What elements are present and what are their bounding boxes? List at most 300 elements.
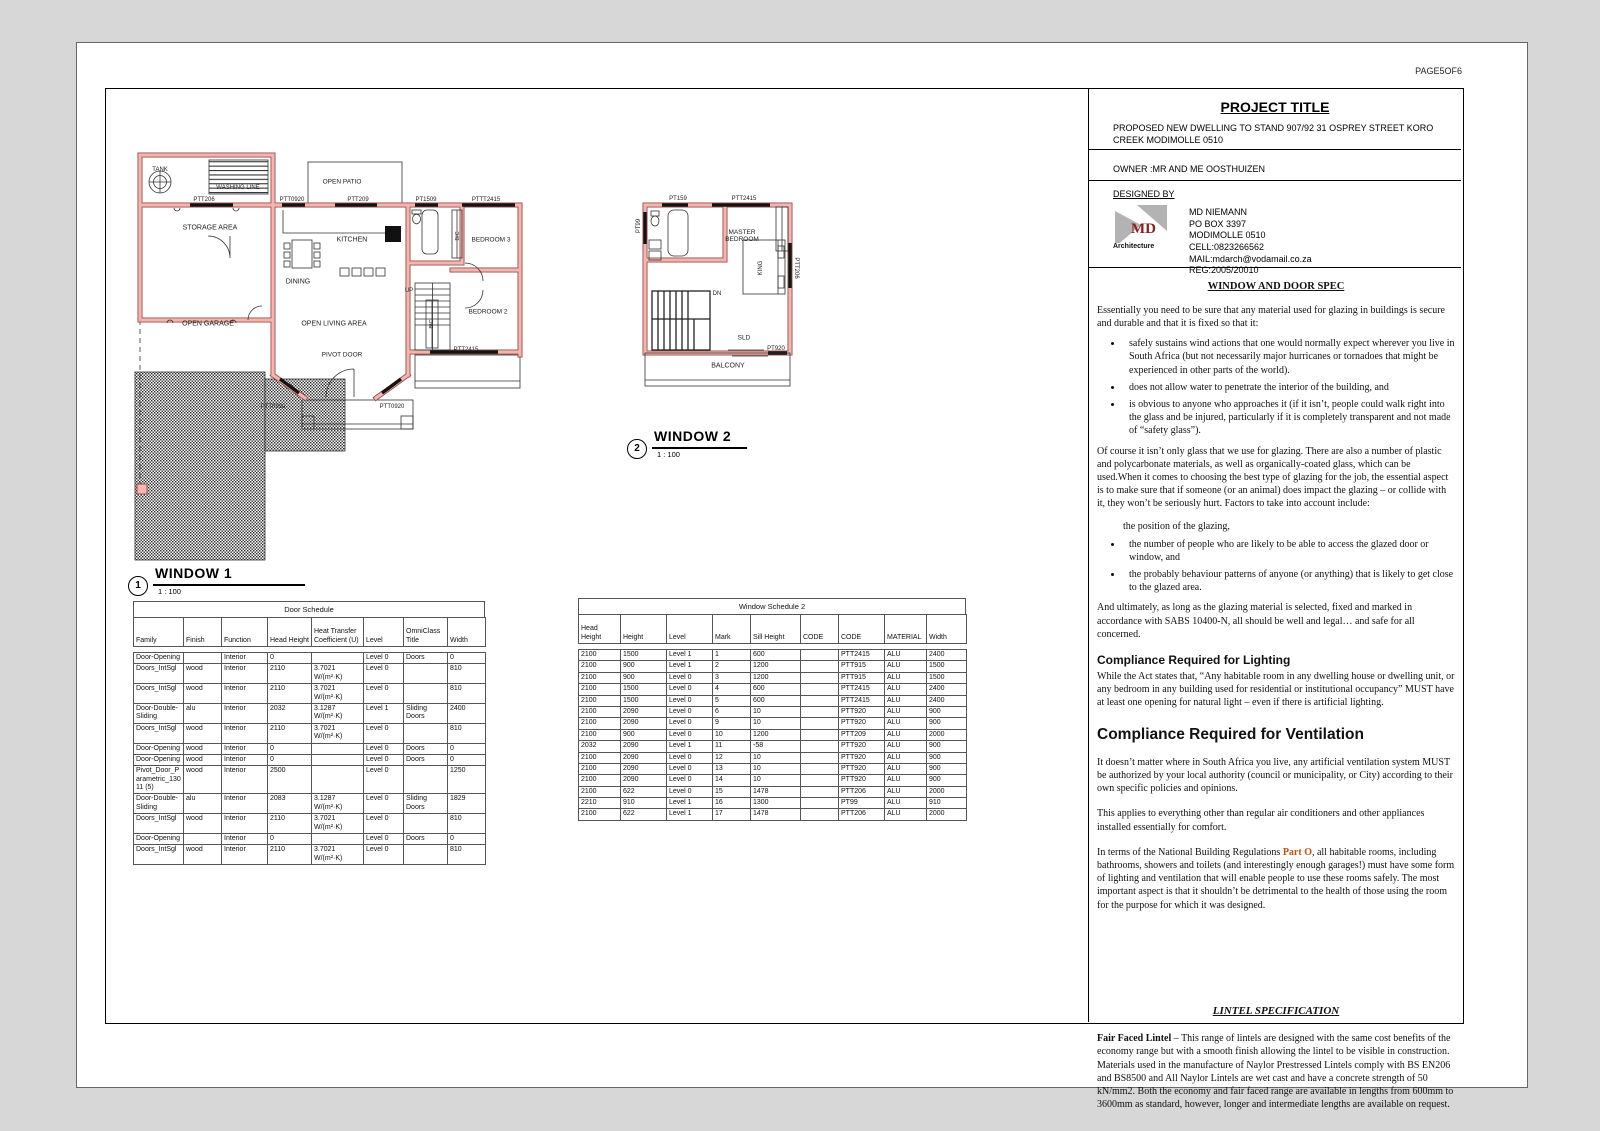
garage-pillar	[137, 484, 147, 494]
spec-bullet-item: • the number of people who are likely to be able to access the glazed door or window, and	[1123, 538, 1455, 564]
table-cell: 900	[927, 741, 967, 752]
table-cell: 0	[448, 754, 486, 765]
table-row	[134, 814, 486, 834]
table-cell: 622	[621, 809, 667, 820]
table-cell: 2400	[927, 650, 967, 661]
table-cell: 10	[751, 775, 801, 786]
table-cell: 1500	[621, 650, 667, 661]
vent-para-3-post: , all habitable rooms, including bathrooms, showers and toilets (and interestingly enough garages!) must have some form of lighting and ventilation that will enable people to use these rooms safely. The most important aspect is that it shouldn’t be detrimental to the health of those using the room for the purpose for which it was designed.	[1097, 846, 1455, 911]
table-cell: 2090	[621, 718, 667, 729]
table-cell: Doors	[404, 754, 448, 765]
table-cell: 2000	[927, 809, 967, 820]
column-header: Head Height	[268, 618, 312, 647]
table-cell: 2500	[268, 766, 312, 794]
plan-label: BIC	[455, 231, 461, 241]
table-cell: 1478	[751, 786, 801, 797]
column-header: Height	[621, 615, 667, 644]
floor-plan-window-1	[130, 148, 530, 568]
table-cell: ALU	[885, 763, 927, 774]
table-cell: ALU	[885, 809, 927, 820]
table-cell: PTT920	[839, 706, 885, 717]
ventilation-heading: Compliance Required for Ventilation	[1097, 726, 1364, 744]
lintel-heading: LINTEL SPECIFICATION	[1212, 1004, 1340, 1017]
table-cell: 2210	[579, 798, 621, 809]
table-cell: 2000	[927, 729, 967, 740]
table-cell: Level 1	[667, 741, 713, 752]
table-cell: Level 0	[364, 743, 404, 754]
table-row	[579, 809, 967, 820]
table-cell: 2400	[448, 703, 486, 723]
table-cell: Doors	[404, 743, 448, 754]
table-cell: PTT920	[839, 752, 885, 763]
plan-label: KING	[758, 260, 764, 276]
lighting-body: While the Act states that, “Any habitable room in any dwelling house or dwelling unit, or any bedroom in any building used for residential or institutional occupancy” MUST have at least one opening for natural light – even if there is artificial lighting.	[1097, 670, 1455, 709]
table-cell: 3.7021 W/(m²·K)	[312, 814, 364, 834]
table-cell: ALU	[885, 672, 927, 683]
table-cell: 810	[448, 684, 486, 704]
table-row	[134, 684, 486, 704]
lintel-body-text: – This range of lintels are designed with the same cost benefits of the economy range but with a smooth finish allowing the lintel to be visible in construction. Materials used in the manufacture of Naylor Prestressed Lintels comply with BS EN206 and BS8500 and All Naylor Lintels are wet cast and have a concrete strength of 50 kN/mm2. Both the economy and fair faced range are available in lengths from 600mm to 3600mm as standard, however, longer and intermediate lengths are available on request.	[1097, 1033, 1454, 1111]
table-row	[579, 729, 967, 740]
table-cell	[801, 695, 839, 706]
table-cell: 910	[927, 798, 967, 809]
table-row	[579, 763, 967, 774]
table-cell: 2100	[579, 786, 621, 797]
table-cell	[404, 723, 448, 743]
table-cell: PTT209	[839, 729, 885, 740]
table-cell: PTT206	[839, 786, 885, 797]
table-cell: 1250	[448, 766, 486, 794]
column-header: Level	[667, 615, 713, 644]
table-cell: 900	[927, 718, 967, 729]
table-cell: 2032	[268, 703, 312, 723]
table-cell: Level 0	[364, 754, 404, 765]
table-cell: PTT206	[839, 809, 885, 820]
designer-line: MD NIEMANN	[1189, 207, 1247, 217]
logo-architecture-text: Architecture	[1113, 243, 1155, 250]
plan-label: BIC	[429, 319, 435, 329]
column-header: Mark	[713, 615, 751, 644]
table-cell: 0	[448, 743, 486, 754]
table-cell: Level 0	[667, 695, 713, 706]
table-cell: 2100	[579, 684, 621, 695]
table-cell: 10	[751, 706, 801, 717]
designer-line: MAIL:mdarch@vodamail.co.za	[1189, 253, 1312, 264]
lighting-heading: Compliance Required for Lighting	[1097, 652, 1291, 667]
table-row	[134, 754, 486, 765]
table-row	[134, 743, 486, 754]
table-cell: 2110	[268, 723, 312, 743]
table-cell: 2090	[621, 706, 667, 717]
view-title-text: WINDOW 1	[155, 565, 233, 581]
view-title-underline	[153, 584, 305, 586]
table-row	[134, 723, 486, 743]
view-title-text: WINDOW 2	[654, 428, 732, 444]
table-cell: ALU	[885, 798, 927, 809]
table-cell	[404, 664, 448, 684]
table-cell	[184, 834, 222, 845]
plan-label: PTT0920	[260, 404, 286, 410]
table-row	[579, 672, 967, 683]
table-cell: 2110	[268, 684, 312, 704]
table-cell: Level 1	[667, 798, 713, 809]
plan-label: PTT2415	[731, 196, 757, 202]
table-cell: Interior	[222, 766, 268, 794]
table-cell: 900	[621, 672, 667, 683]
spec-bullet-item: • safely sustains wind actions that one would normally expect wherever you live in South Africa (but not necessarily major hurricanes or tornadoes that might be experienced in other parts of the world).	[1123, 337, 1455, 377]
table-cell: alu	[184, 703, 222, 723]
page-number: PAGE5OF6	[1415, 66, 1462, 76]
window-door-spec	[1089, 268, 1461, 1111]
plan-label: PIVOT DOOR	[321, 351, 363, 359]
column-header: Level	[364, 618, 404, 647]
owner-text: OWNER :MR AND ME OOSTHUIZEN	[1113, 164, 1266, 174]
walls	[140, 155, 520, 398]
table-cell	[404, 814, 448, 834]
table-cell	[312, 743, 364, 754]
table-cell: 2090	[621, 741, 667, 752]
table-cell: Doors	[404, 653, 448, 664]
table-cell: Level 0	[364, 834, 404, 845]
table-cell: Level 0	[364, 845, 404, 865]
table-cell: 900	[621, 661, 667, 672]
table-cell: 0	[448, 653, 486, 664]
table-cell: 600	[751, 650, 801, 661]
table-cell	[404, 766, 448, 794]
table-cell: Door-Double-Sliding	[134, 794, 184, 814]
designer-line: REG:2005/20010	[1189, 265, 1259, 276]
table-cell: 3.7021 W/(m²·K)	[312, 723, 364, 743]
table-row	[579, 798, 967, 809]
table-cell: Level 0	[364, 723, 404, 743]
table-cell: Doors_IntSgl	[134, 845, 184, 865]
table-cell: 0	[448, 834, 486, 845]
table-cell: ALU	[885, 661, 927, 672]
table-cell: 2032	[579, 741, 621, 752]
project-title-section	[1089, 89, 1461, 150]
table-cell: Level 1	[364, 703, 404, 723]
table-cell: 600	[751, 684, 801, 695]
table-cell: 3.1287 W/(m²·K)	[312, 794, 364, 814]
table-cell	[312, 653, 364, 664]
spec-bullet-item: • does not allow water to penetrate the interior of the building, and	[1123, 381, 1455, 394]
table-cell: 2400	[927, 684, 967, 695]
table-cell: -58	[751, 741, 801, 752]
table-cell: Doors_IntSgl	[134, 664, 184, 684]
table-cell: wood	[184, 814, 222, 834]
table-cell: ALU	[885, 729, 927, 740]
title-block	[1089, 89, 1461, 1111]
view-title-window-2	[627, 428, 767, 464]
table-cell: 0	[268, 653, 312, 664]
table-cell	[801, 798, 839, 809]
table-cell: 15	[713, 786, 751, 797]
table-cell: Doors_IntSgl	[134, 684, 184, 704]
table-cell: PTT920	[839, 741, 885, 752]
table-cell	[801, 741, 839, 752]
table-cell: 2110	[268, 664, 312, 684]
table-cell: ALU	[885, 684, 927, 695]
table-cell: 900	[927, 763, 967, 774]
table-cell: Level 0	[667, 706, 713, 717]
table-cell: 2090	[621, 775, 667, 786]
table-cell: Interior	[222, 684, 268, 704]
column-header: Heat Transfer Coefficient (U)	[312, 618, 364, 647]
table-cell: 622	[621, 786, 667, 797]
table-cell: 900	[927, 775, 967, 786]
plan-label: PTT206	[193, 197, 215, 203]
plan-label: WASHING LINE	[216, 185, 260, 191]
table-cell: Level 0	[667, 684, 713, 695]
spec-bullet-item: • the probably behaviour patterns of anyone (or anything) that is likely to get close to the glazed area.	[1123, 568, 1455, 594]
table-cell	[312, 766, 364, 794]
column-header: MATERIAL	[885, 615, 927, 644]
stairs-2	[652, 291, 710, 350]
table-cell: wood	[184, 754, 222, 765]
table-cell: 2100	[579, 695, 621, 706]
table-cell: Door-Opening	[134, 754, 184, 765]
table-cell: Level 0	[667, 775, 713, 786]
table-cell	[801, 684, 839, 695]
table-cell: wood	[184, 684, 222, 704]
column-header: Function	[222, 618, 268, 647]
table-cell: Level 0	[667, 786, 713, 797]
view-title-underline	[652, 447, 747, 449]
table-cell: 12	[713, 752, 751, 763]
table-cell: Interior	[222, 794, 268, 814]
table-cell: 16	[713, 798, 751, 809]
designer-line: MODIMOLLE 0510	[1189, 230, 1266, 241]
table-cell: Sliding Doors	[404, 703, 448, 723]
table-row	[134, 794, 486, 814]
project-title: PROJECT TITLE	[1220, 99, 1330, 115]
plan-label: DN	[712, 291, 722, 297]
table-cell: 600	[751, 695, 801, 706]
table-cell: 5	[713, 695, 751, 706]
table-cell: ALU	[885, 741, 927, 752]
logo-md-text: MD	[1131, 221, 1156, 237]
window-segments-2	[645, 205, 790, 353]
table-cell: 3	[713, 672, 751, 683]
table-cell: PTT2415	[839, 650, 885, 661]
table-cell: 4	[713, 684, 751, 695]
table-cell: 2110	[268, 845, 312, 865]
table-cell: wood	[184, 743, 222, 754]
table-cell: 1200	[751, 661, 801, 672]
vent-para-2: This applies to everything other than regular air conditioners and other appliances installed essentially for comfort.	[1097, 808, 1425, 833]
table-row	[579, 741, 967, 752]
stove-symbol	[385, 226, 401, 242]
table-row	[134, 766, 486, 794]
table-cell: PTT915	[839, 661, 885, 672]
plan-label: MASTER BEDROOM	[725, 229, 759, 243]
door-schedule	[133, 601, 485, 865]
table-row	[579, 684, 967, 695]
table-cell: 11	[713, 741, 751, 752]
table-cell: wood	[184, 766, 222, 794]
table-cell: 6	[713, 706, 751, 717]
table-cell	[312, 754, 364, 765]
md-architecture-logo	[1113, 205, 1175, 259]
column-header: CODE	[839, 615, 885, 644]
table-cell	[801, 763, 839, 774]
column-header: Family	[134, 618, 184, 647]
column-header: Width	[448, 618, 486, 647]
table-cell: 10	[751, 763, 801, 774]
table-row	[134, 664, 486, 684]
table-cell: 3.7021 W/(m²·K)	[312, 684, 364, 704]
table-cell: alu	[184, 794, 222, 814]
table-cell: Interior	[222, 743, 268, 754]
column-header: Width	[927, 615, 967, 644]
table-cell: Interior	[222, 814, 268, 834]
table-cell: Level 0	[364, 766, 404, 794]
table-cell: Doors_IntSgl	[134, 814, 184, 834]
table-cell: 2100	[579, 809, 621, 820]
table-cell	[801, 752, 839, 763]
window-schedule	[578, 598, 966, 821]
table-cell	[801, 775, 839, 786]
view-scale: 1 : 100	[158, 587, 181, 596]
table-cell: Level 0	[364, 664, 404, 684]
table-cell: 13	[713, 763, 751, 774]
table-cell: 900	[927, 752, 967, 763]
table-cell	[801, 672, 839, 683]
spec-para-3: And ultimately, as long as the glazing material is selected, fixed and marked in accordance with SABS 10400-N, all should be well and legal… and safe for all concerned.	[1097, 602, 1415, 640]
table-cell: Level 1	[667, 809, 713, 820]
table-cell: 2100	[579, 661, 621, 672]
table-cell: 810	[448, 845, 486, 865]
designer-contact-lines	[1189, 205, 1312, 277]
table-row	[579, 752, 967, 763]
table-cell: 1829	[448, 794, 486, 814]
table-cell: 10	[751, 752, 801, 763]
table-cell: 3.7021 W/(m²·K)	[312, 664, 364, 684]
table-cell: Interior	[222, 834, 268, 845]
plan-label: PT159	[669, 196, 687, 202]
plan-label: PTT0920	[379, 404, 405, 410]
table-cell: 1500	[927, 672, 967, 683]
table-cell: Interior	[222, 703, 268, 723]
spec-position-line: the position of the glazing,	[1123, 521, 1230, 533]
table-cell: 2100	[579, 672, 621, 683]
table-cell: ALU	[885, 718, 927, 729]
table-cell: 2100	[579, 763, 621, 774]
table-cell: 2100	[579, 729, 621, 740]
table-cell: PTT2415	[839, 695, 885, 706]
plan-label: UP	[404, 288, 414, 294]
table-cell: 1	[713, 650, 751, 661]
table-cell: Interior	[222, 754, 268, 765]
table-cell: Level 0	[364, 814, 404, 834]
table-cell: 810	[448, 664, 486, 684]
plan-label: PTT209	[347, 197, 369, 203]
vent-para-3	[1097, 846, 1455, 912]
table-cell: 10	[751, 718, 801, 729]
window-schedule-header	[578, 614, 967, 644]
table-cell: 14	[713, 775, 751, 786]
table-cell: 2400	[927, 695, 967, 706]
plan-label: BEDROOM 3	[471, 236, 511, 244]
table-cell: Level 1	[667, 650, 713, 661]
vent-para-1: It doesn’t matter where in South Africa you live, any artificial ventilation system MUST be authorized by your local authority (council or municipality, or City) according to their own specific policies and opinions.	[1097, 756, 1453, 795]
plan-label: PT99	[636, 218, 642, 234]
table-row	[579, 661, 967, 672]
view-scale: 1 : 100	[657, 450, 680, 459]
plan-label: KITCHEN	[336, 236, 368, 244]
spec-bullets-2	[1097, 538, 1455, 595]
table-cell: 1500	[621, 684, 667, 695]
table-cell: Doors	[404, 834, 448, 845]
table-cell: PT99	[839, 798, 885, 809]
plan-label: OPEN GARAGE	[182, 320, 234, 328]
driveway-hatch	[135, 372, 265, 560]
designer-line: PO BOX 3397	[1189, 218, 1247, 229]
table-cell: 910	[621, 798, 667, 809]
table-cell: Pivot_Door_Parametric_13011 (5)	[134, 766, 184, 794]
header-row	[579, 615, 967, 644]
table-cell: 17	[713, 809, 751, 820]
table-cell: Level 0	[667, 729, 713, 740]
plan-label: BALCONY	[711, 362, 745, 370]
column-header: Sill Height	[751, 615, 801, 644]
table-cell: Interior	[222, 723, 268, 743]
table-cell: 2000	[927, 786, 967, 797]
table-cell: PTT920	[839, 718, 885, 729]
plan-label: TANK	[152, 167, 168, 173]
designer-section	[1089, 181, 1461, 276]
lintel-lead: Fair Faced Lintel	[1097, 1033, 1172, 1045]
table-cell: Level 0	[667, 672, 713, 683]
plan-label: PT1509	[415, 197, 437, 203]
table-row	[134, 845, 486, 865]
table-cell: Door-Opening	[134, 834, 184, 845]
table-cell: 1200	[751, 672, 801, 683]
table-cell: PTT920	[839, 763, 885, 774]
spec-intro: Essentially you need to be sure that any material used for glazing in buildings is secure and durable and that it is fixed so that it:	[1097, 304, 1445, 330]
vent-para-3-pre: In terms of the National Building Regulations	[1097, 846, 1283, 858]
table-cell: 0	[268, 743, 312, 754]
column-header: OmniClass Title	[404, 618, 448, 647]
designer-line: CELL:0823266562	[1189, 242, 1265, 253]
designed-by-heading: DESIGNED BY	[1113, 189, 1175, 199]
table-cell: ALU	[885, 775, 927, 786]
header-row	[134, 618, 486, 647]
table-cell: 1500	[621, 695, 667, 706]
table-cell	[184, 653, 222, 664]
table-cell: Interior	[222, 664, 268, 684]
table-cell: Level 0	[667, 763, 713, 774]
table-cell	[801, 729, 839, 740]
table-cell: Doors_IntSgl	[134, 723, 184, 743]
plan-label: PTT206	[793, 257, 799, 279]
table-cell: 9	[713, 718, 751, 729]
spec-para-2: Of course it isn’t only glass that we use for glazing. There are also a number of plastic and polycarbonate materials, as well as organically-coated glass, which can be used.When it comes to choosing the best type of glazing for the job, the essential aspect is to make sure that if someone (or an animal) does impact the glazing – or collide with it, they won’t be seriously hurt. Factors to take into account include:	[1097, 445, 1449, 510]
spec-heading: WINDOW AND DOOR SPEC	[1207, 281, 1345, 292]
plan-label: PT920	[767, 346, 785, 352]
door-schedule-title: Door Schedule	[133, 601, 485, 617]
table-row	[134, 834, 486, 845]
project-description: PROPOSED NEW DWELLING TO STAND 907/92 31 OSPREY STREET KORO CREEK MODIMOLLE 0510	[1113, 123, 1434, 145]
table-cell: Door-Opening	[134, 743, 184, 754]
table-cell: ALU	[885, 650, 927, 661]
table-cell: 2090	[621, 752, 667, 763]
table-cell	[404, 845, 448, 865]
owner-section	[1089, 150, 1461, 181]
table-cell: 900	[927, 706, 967, 717]
table-cell: PTT920	[839, 775, 885, 786]
view-number-circle: 1	[128, 576, 148, 596]
